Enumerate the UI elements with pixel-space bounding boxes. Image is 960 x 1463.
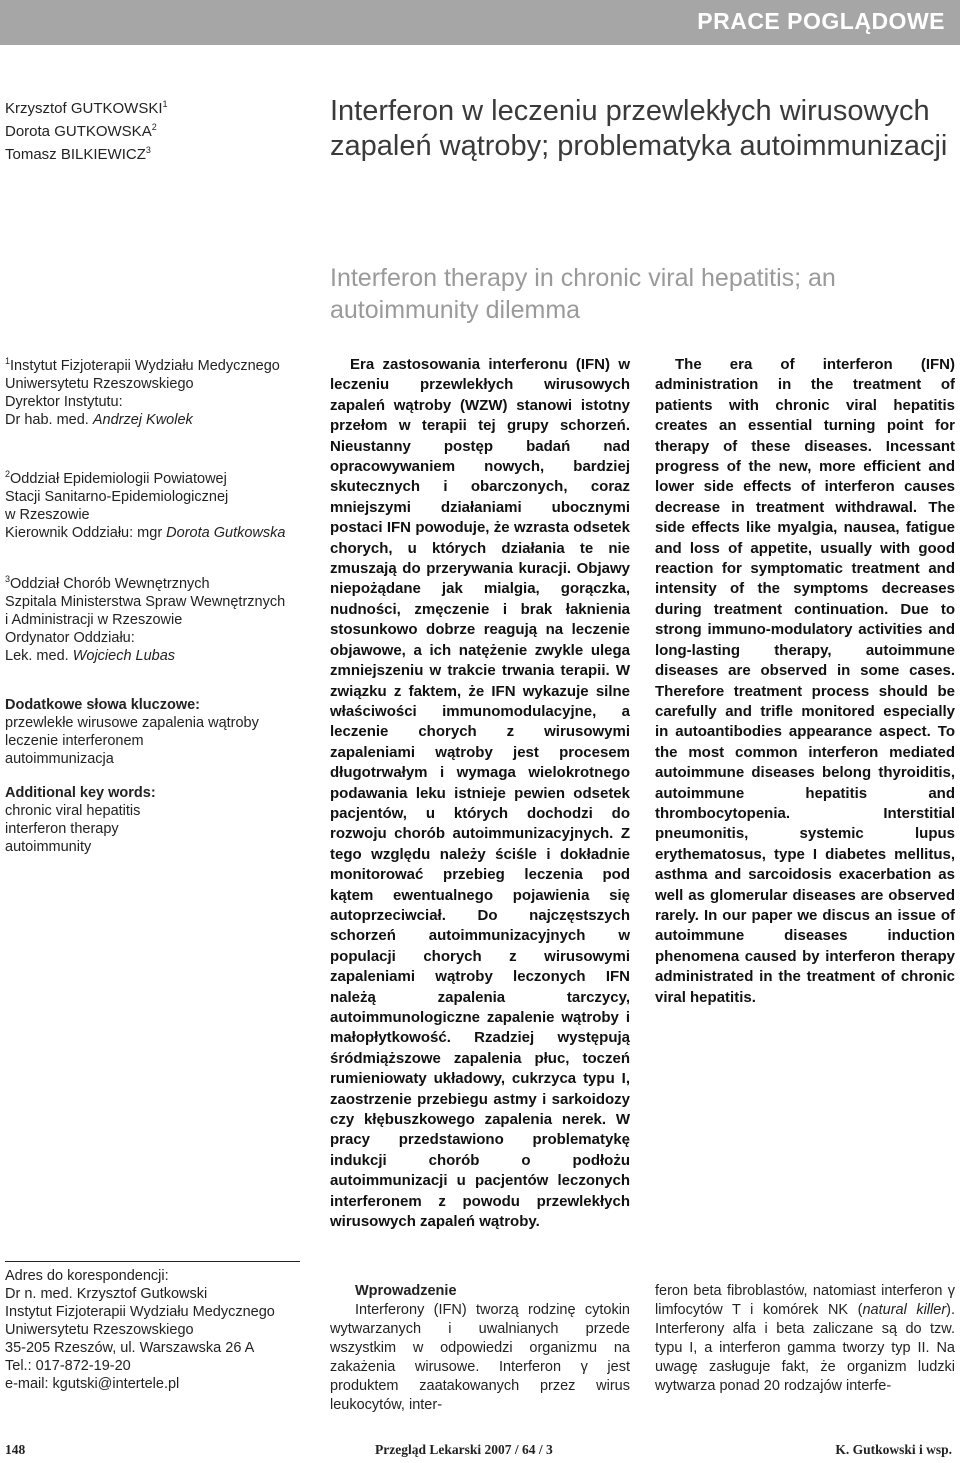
section-header-bar: [0, 0, 960, 45]
affiliation-3: $^3$Oddział Chorób Wewnętrznych Szpitala Ministerstwa Spraw Wewnętrznych i Administracji w Rzeszowie Ordynator Oddziału: Lek. med. Wojciech Lubas: [5, 574, 286, 664]
page-number: 148: [5, 1442, 26, 1457]
abstract-english: The era of interferon (IFN) administration in the treatment of patients with chronic viral hepatitis creates an essential turning point for therapy of these diseases. Incessant progress of the new, more efficient and lower side effects of interferon causes decrease in treatment withdrawal. The side effects like myalgia, nausea, fatigue and loss of appetite, usually with good reaction for symptomatic treatment and intensity of the symptoms decreases during treatment continuation. Due to strong immuno-modulatory activities and long-lasting therapy, autoimmune diseases are observed in some cases. Therefore treatment process should be carefully and trifle monitored especially in autoantibodies appearance aspect. To the most common interferon mediated autoimmune diseases belong thyroiditis, autoimmune hepatitis and thrombocytopenia. Interstitial pneumonitis, systemic lupus erythematosus, type I diabetes mellitus, asthma and sarcoidosis exacerbation as well as glomerular diseases are observed rarely. In our paper we discus an issue of autoimmune diseases induction phenomena caused by interferon therapy administrated in the treatment of chronic viral hepatitis.: [655, 356, 955, 1006]
author-1: Krzysztof GUTKOWSKI$^1$: [5, 99, 168, 117]
keywords-english: [5, 784, 325, 856]
keywords-english-heading: Additional key words:: [5, 785, 156, 801]
abstract-polish: Era zastosowania interferonu (IFN) w leczeniu przewlekłych wirusowych zapaleń wątroby (WZW) stanowi istotny przełom w terapii tej grupy schorzeń. Nieustanny postęp badań nad opracowywaniem nowych, bardziej skutecznych i obarczonych, coraz mniejszymi działaniami ubocznymi postaci IFN powoduje, że wzrasta odsetek chorych, u których działania te nie zmuszają do przerywania kuracji. Objawy niepożądane jak mialgia, gorączka, nudności, zmęczenie i brak łaknienia stosunkowo dobrze reagują na leczenie objawowe, a ich natężenie zwykle ulega zmniejszeniu w trakcie trwania terapii. W związku z faktem, że IFN wykazuje silne właściwości immunomodulacyjne, a leczenie chorych z wirusowymi zapaleniami wątroby jest procesem długotrwałym i wymaga wielokrotnego podawania leku istnieje pewien odsetek pacjentów, u których dochodzi do rozwoju chorób autoimmunizacyjnych. Z tego względu należy ściśle i dokładnie monitorować przebieg leczenia pod kątem ewentualnego pojawienia się autoprzeciwciał. Do najczęstszych schorzeń autoimmunizacyjnych w populacji chorych z wirusowymi zapaleniami wątroby leczonych IFN należą zapalenia tarczycy, autoimmunologiczne zapalenie wątroby i małopłytkowość. Rzadziej występują śródmiąższowe zapalenia płuc, toczeń rumieniowaty układowy, cukrzyca typu I, zaostrzenie przebiegu astmy i sarkoidozy czy kłębuszkowego zapalenia nerek. W pracy przedstawiono problematykę indukcji chorób o podłożu autoimmunizacji u pacjentów leczonych interferonem z powodu przewlekłych wirusowych zapaleń wątroby.: [330, 356, 630, 1231]
affiliation-1: $^1$Instytut Fizjoterapii Wydziału Medycznego Uniwersytetu Rzeszowskiego Dyrektor Instytutu: Dr hab. med. Andrzej Kwolek: [5, 356, 280, 428]
author-3: Tomasz BILKIEWICZ$^3$: [5, 145, 151, 163]
keyword-item: autoimmunizacja: [5, 751, 114, 767]
keyword-item: chronic viral hepatitis: [5, 803, 141, 819]
keywords-polish: [5, 696, 325, 768]
article-title-english: Interferon therapy in chronic viral hepatitis; an autoimmunity dilemma: [330, 264, 836, 324]
affiliation-2: $^2$Oddział Epidemiologii Powiatowej Stacji Sanitarno-Epidemiologicznej w Rzeszowie Kierownik Oddziału: mgr Dorota Gutkowska: [5, 469, 286, 541]
keyword-item: interferon therapy: [5, 821, 119, 837]
author-list: [5, 95, 168, 164]
section-title: PRACE POGLĄDOWE: [697, 8, 945, 34]
correspondence-address: Adres do korespondencji: Dr n. med. Krzysztof Gutkowski Instytut Fizjoterapii Wydziału Medycznego Uniwersytetu Rzeszowskiego 35-205 Rzeszów, ul. Warszawska 26 A Tel.: 017-872-19-20 e-mail: kgutski@intertele.pl: [5, 1268, 275, 1392]
keyword-item: przewlekłe wirusowe zapalenia wątroby: [5, 715, 259, 731]
running-author: K. Gutkowski i wsp.: [835, 1442, 952, 1457]
keywords-polish-heading: Dodatkowe słowa kluczowe:: [5, 697, 200, 713]
introduction-column-2: feron beta fibroblastów, natomiast interferon γ limfocytów T i komórek NK (natural killer). Interferony alfa i beta zaliczane są do tzw. typu I, a interferon gamma tworzy typ II. Na uwagę zasługuje fakt, że organizm ludzki wytwarza ponad 20 rodzajów interfe-: [655, 1283, 956, 1394]
journal-citation: Przegląd Lekarski 2007 / 64 / 3: [375, 1442, 553, 1457]
article-title-polish: Interferon w leczeniu przewlekłych wirusowych zapaleń wątroby; problematyka autoimmunizacji: [330, 95, 948, 162]
keyword-item: autoimmunity: [5, 839, 92, 855]
correspondence-divider: [5, 1261, 300, 1262]
introduction-heading: Wprowadzenie: [355, 1283, 457, 1299]
author-2: Dorota GUTKOWSKA$^2$: [5, 122, 157, 140]
introduction-column-1: Wprowadzenie Interferony (IFN) tworzą rodzinę cytokin wytwarzanych i uwalnianych przede wszystkim w odpowiedzi organizmu na zakażenia wirusowe. Interferon γ jest produktem zaatakowanych przez wirus leukocytów, inter-: [330, 1283, 630, 1413]
keyword-item: leczenie interferonem: [5, 733, 144, 749]
